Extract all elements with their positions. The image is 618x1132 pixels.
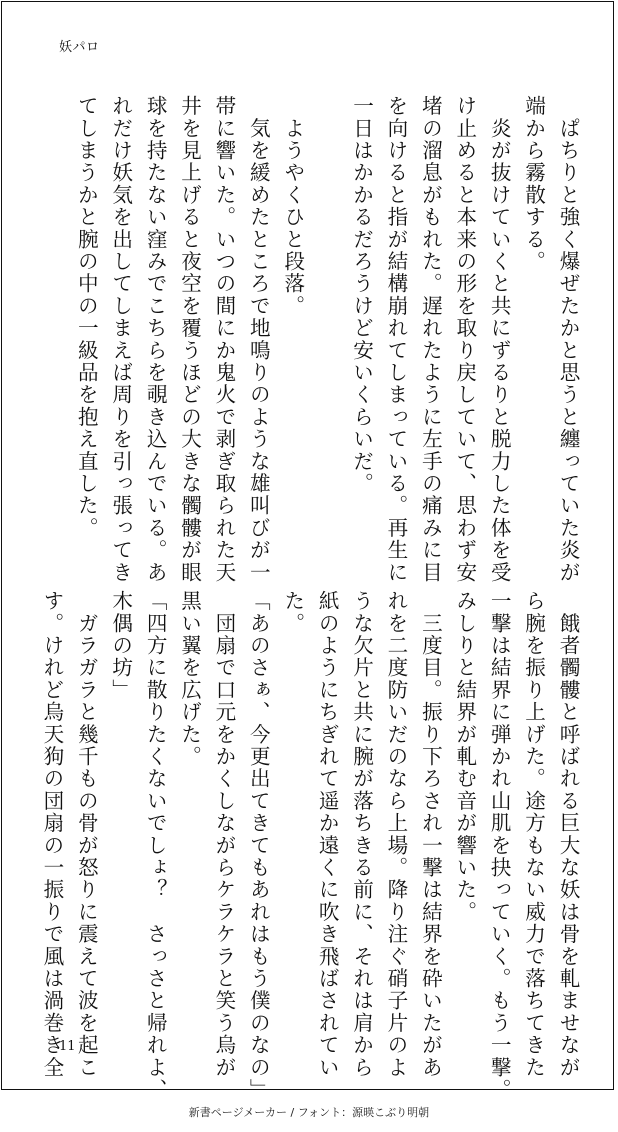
text-line: を向けると指が結構崩れてしまっている。再生に bbox=[383, 95, 408, 584]
text-line: うな欠片と共に腕が落ちきる前に、それは肩から bbox=[349, 590, 374, 1079]
text-block-top bbox=[45, 95, 585, 584]
text-line: 餓者髑髏と呼ばれる巨大な妖は骨を軋ませなが bbox=[556, 590, 580, 1079]
text-line: た。 bbox=[280, 590, 305, 635]
text-line: ぱちりと強く爆ぜたかと思うと纏っていた炎が bbox=[556, 95, 580, 584]
text-line: 「あのさぁ、今更出てきてもあれはもう僕のなの」 bbox=[246, 590, 271, 1101]
text-line: ら腕を振り上げた。途方もない威力で落ちてきた bbox=[521, 590, 546, 1079]
text-line: ガラガラと幾千もの骨が怒りに震えて波を起こ bbox=[74, 590, 99, 1079]
text-line: 端から霧散する。 bbox=[521, 95, 546, 273]
text-line: 球を持たない窪みでこちらを覗き込んでいる。あ bbox=[143, 95, 168, 584]
generator-credit: 新書ページメーカー / フォント：源暎こぶり明朝 bbox=[188, 1106, 430, 1119]
text-line: 帯に響いた。いつの間にか鬼火で剥ぎ取られた天 bbox=[211, 95, 236, 584]
text-line: れを二度防いだのなら上場。降り注ぐ硝子片のよ bbox=[383, 590, 408, 1079]
text-line: みしりと結界が軋む音が響いた。 bbox=[452, 590, 477, 923]
text-line: れだけ妖気を出してしまえば周りを引っ張ってき bbox=[108, 95, 133, 584]
text-line: 「四方に散りたくないでしょ？ さっさと帰れよ、 bbox=[143, 590, 168, 1101]
text-line: てしまうかと腕の中の一級品を抱え直した。 bbox=[74, 95, 99, 539]
running-title: 妖パロ bbox=[59, 40, 100, 55]
text-line: 黒い翼を広げた。 bbox=[177, 590, 202, 768]
text-line: 木偶の坊」 bbox=[108, 590, 133, 701]
text-line: 気を緩めたところで地鳴りのような雄叫びが一 bbox=[246, 95, 271, 584]
text-line: 一撃は結界に弾かれ山肌を抉っていく。もう一撃。 bbox=[487, 590, 512, 1101]
blank-line bbox=[310, 95, 344, 525]
text-line: け止めると本来の形を取り戻していて、思わず安 bbox=[452, 95, 477, 584]
text-line: ようやくひと段落。 bbox=[280, 95, 305, 317]
text-line: す。けれど烏天狗の団扇の一振りで風は渦巻き全 bbox=[39, 590, 64, 1079]
text-line: 堵の溜息がもれた。遅れたように左手の痛みに目 bbox=[418, 95, 443, 584]
book-page bbox=[1, 1, 614, 1101]
text-line: 紙のようにちぎれて遥か遠くに吹き飛ばされてい bbox=[315, 590, 340, 1079]
page-number: 11 bbox=[59, 1039, 76, 1054]
text-line: 三度目。振り下ろされ一撃は結界を砕いたがあ bbox=[418, 590, 443, 1079]
text-line: 井を見上げると夜空を覆うほどの大きな髑髏が眼 bbox=[177, 95, 202, 584]
text-line: 団扇で口元をかくしながらケラケラと笑う烏が bbox=[211, 590, 236, 1079]
text-line: 炎が抜けていくと共にずるりと脱力した体を受 bbox=[487, 95, 512, 584]
text-line: 一日はかかるだろうけど安いくらいだ。 bbox=[349, 95, 374, 495]
